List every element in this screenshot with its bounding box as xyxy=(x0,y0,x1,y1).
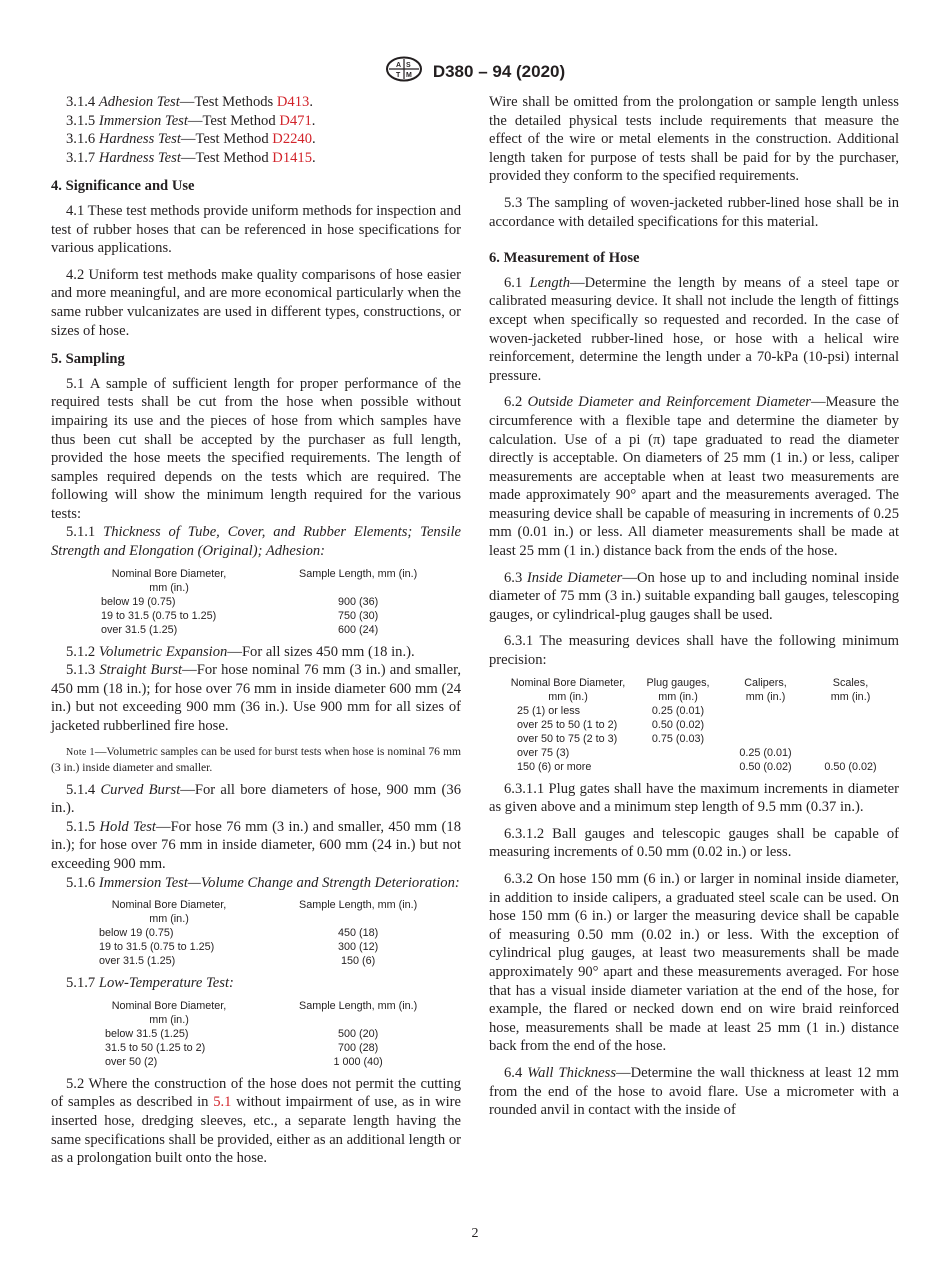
paragraph-6-4: 6.4 Wall Thickness—Determine the wall thickness at least 12 mm from the end of the hose to avoid flare. Use a micrometer with a rounded anvil in contact with the inside of xyxy=(489,1064,899,1119)
right-column xyxy=(489,93,899,1120)
precision-table xyxy=(503,676,893,774)
table-row: 150 (6) or more 0.50 (0.02) 0.50 (0.02) xyxy=(517,760,877,773)
paragraph-3-1-4: 3.1.4 Adhesion Test—Test Methods D413. xyxy=(66,94,313,110)
table-row: 19 to 31.5 (0.75 to 1.25) 300 (12) xyxy=(99,941,379,954)
paragraph-6-1: 6.1 Length—Determine the length by means of a steel tape or calibrated measuring device. It shall not include the length of fittings except when specifically so requested and recorded. In the case of woven-jacketed rubber-lined hose, or hose with a helical wire reinforcement, determine the length under a 70-kPa (10-psi) internal pressure. xyxy=(489,274,899,384)
table-row: 25 (1) or less 0.25 (0.01) xyxy=(517,704,705,717)
svg-text:M: M xyxy=(405,72,412,79)
paragraph-6-3-1-1: 6.3.1.1 Plug gates shall have the maximum increments in diameter as given above and a minimum step length of 9.5 mm (0.37 in.). xyxy=(489,780,899,816)
paragraph-5-1: 5.1 A sample of sufficient length for proper performance of the required tests shall be cut from the hose when possible without impairing its use and the pieces of hose from which samples have thus been cut shall be accepted by the purchaser as full length, provided the hose meets the specified requirements. The length of samples required depends on the tests which are required. The following will show the minimum length required for the various tests: xyxy=(51,375,461,522)
table-header: Nominal Bore Diameter, mm (in.) xyxy=(510,676,626,703)
table-row: below 19 (0.75) 900 (36) xyxy=(101,595,379,608)
paragraph-5-3: 5.3 The sampling of woven-jacketed rubber-lined hose shall be in accordance with detailed specifications for this material. xyxy=(489,194,899,230)
sample-length-table-1 xyxy=(89,567,417,637)
table-row: below 19 (0.75) 450 (18) xyxy=(99,927,379,940)
table-header: Calipers, mm (in.) xyxy=(744,676,787,703)
sample-length-table-3 xyxy=(89,999,417,1069)
sample-length-table-2 xyxy=(89,898,417,968)
note-1: Note 1—Volumetric samples can be used for burst tests when hose is nominal 76 mm (3 in.) inside diameter and smaller. xyxy=(51,744,461,774)
table-header: Plug gauges, mm (in.) xyxy=(646,676,710,703)
section-5-heading: 5. Sampling xyxy=(51,351,125,368)
paragraph-3-1-7: 3.1.7 Hardness Test—Test Method D1415. xyxy=(66,149,316,166)
paragraph-5-2-continued: Wire shall be omitted from the prolongation or sample length unless the detailed physical tests include requirements that measure the effect of the wire or metal elements in the construction. Additional length taken for purpose of tests shall be paid for by the purchaser, provided they conform to the specified requirements. xyxy=(489,94,899,185)
table-header: Scales, mm (in.) xyxy=(830,676,871,703)
paragraph-5-1-6: 5.1.6 Immersion Test—Volume Change and Strength Deterioration: xyxy=(66,874,460,891)
paragraph-5-1-4: 5.1.4 Curved Burst—For all bore diameters of hose, 900 mm (36 in.). xyxy=(51,781,461,817)
astm-logo-icon xyxy=(385,56,423,87)
paragraph-5-1-7: 5.1.7 Low-Temperature Test: xyxy=(66,975,234,992)
paragraph-5-1-2: 5.1.2 Volumetric Expansion—For all sizes 450 mm (18 in.). xyxy=(66,643,415,660)
table-header: Sample Length, mm (in.) xyxy=(299,999,418,1012)
ref-link-d2240[interactable]: D2240 xyxy=(272,131,313,148)
page-header xyxy=(0,56,950,87)
ref-link-d471[interactable]: D471 xyxy=(279,112,312,129)
table-header: Sample Length, mm (in.) xyxy=(299,567,418,580)
svg-text:S: S xyxy=(405,62,411,69)
table-row: over 50 to 75 (2 to 3) 0.75 (0.03) xyxy=(517,732,705,745)
paragraph-3-1-6: 3.1.6 Hardness Test—Test Method D2240. xyxy=(66,131,316,148)
section-4-heading: 4. Significance and Use xyxy=(51,178,195,195)
table-header: Nominal Bore Diameter, mm (in.) xyxy=(111,999,227,1026)
table-row: over 31.5 (1.25) 600 (24) xyxy=(101,623,379,636)
paragraph-4-1: 4.1 These test methods provide uniform methods for inspection and test of rubber hoses that can be referenced in hose specifications for various applications. xyxy=(51,202,461,257)
table-row: 19 to 31.5 (0.75 to 1.25) 750 (30) xyxy=(101,609,379,622)
table-row: over 31.5 (1.25) 150 (6) xyxy=(99,955,376,968)
table-row: below 31.5 (1.25) 500 (20) xyxy=(105,1027,379,1040)
ref-link-d413[interactable]: D413 xyxy=(276,94,310,110)
table-row: 31.5 to 50 (1.25 to 2) 700 (28) xyxy=(105,1041,379,1054)
paragraph-5-1-5: 5.1.5 Hold Test—For hose 76 mm (3 in.) and smaller, 450 mm (18 in.); for hose over 76 mm in inside diameter, 600 mm (24 in.) but not exceeding 900 mm. xyxy=(51,818,461,872)
table-header: Nominal Bore Diameter, mm (in.) xyxy=(111,567,227,594)
page-number: 2 xyxy=(471,1226,479,1241)
paragraph-6-3-2: 6.3.2 On hose 150 mm (6 in.) or larger in nominal inside diameter, in addition to inside calipers, a graduated steel scale can be used. On hose 150 mm (6 in.) or larger the measuring device shall be capable of measuring 0.50 mm (0.02 in.) or less. With the exception of cylindrical plug gauges, at least two measurements shall be made approximately 90° apart and these measurements averaged. For hose that has a visual inside diameter variation at the end of the hose, for example, the flared or necked down end on wire braid reinforced hose, measurements shall be made at least 25 mm (1 in.) distance back from the end of the hose. xyxy=(489,871,899,1055)
svg-text:A: A xyxy=(395,62,401,69)
paragraph-6-3: 6.3 Inside Diameter—On hose up to and including nominal inside diameter of 75 mm (3 in.) suitable expanding ball gauges, telescoping gauges, or cylindrical-plug gauges shall be used. xyxy=(489,569,899,623)
paragraph-6-3-1: 6.3.1 The measuring devices shall have the following minimum precision: xyxy=(489,633,899,669)
left-column xyxy=(51,93,461,1168)
svg-text:T: T xyxy=(395,72,401,79)
paragraph-5-1-1: 5.1.1 Thickness of Tube, Cover, and Rubber Elements; Tensile Strength and Elongation (Original); Adhesion: xyxy=(51,524,461,560)
table-row: over 25 to 50 (1 to 2) 0.50 (0.02) xyxy=(517,718,705,731)
table-header: Sample Length, mm (in.) xyxy=(299,899,418,912)
paragraph-5-1-3: 5.1.3 Straight Burst—For hose nominal 76 mm (3 in.) and smaller, 450 mm (18 in.); for hose over 76 mm in inside diameter 600 mm (24 in.) but not exceeding 900 mm (36 in.). Use 900 mm for all sizes of jacketed rubberlined fire hose. xyxy=(51,662,461,735)
paragraph-4-2: 4.2 Uniform test methods make quality comparisons of hose easier and more meaningful, and are more economical particularly when the same rubber vulcanizates are used in different types, constructions, or sizes of hose. xyxy=(51,266,461,339)
table-header: Nominal Bore Diameter, mm (in.) xyxy=(111,899,227,926)
paragraph-6-2: 6.2 Outside Diameter and Reinforcement Diameter—Measure the circumference with a flexible tape and determine the diameter by calculation. Use of a pi (π) tape graduated to read the diameter directly is acceptable. On diameters of 25 mm (1 in.) or less, caliper measurements are acceptable when at least two measurements are made approximately 90° apart and the measurements averaged. The measuring device shall be capable of measuring in increments of 0.25 mm (0.01 in.) or less. All diameter measurements shall be made at least 25 mm (1 in.) distance back from the ends of the hose. xyxy=(489,394,899,560)
table-row: over 50 (2) 1 000 (40) xyxy=(105,1055,383,1068)
paragraph-3-1-5: 3.1.5 Immersion Test—Test Method D471. xyxy=(66,112,316,129)
section-6-heading: 6. Measurement of Hose xyxy=(489,250,640,267)
ref-link-d1415[interactable]: D1415 xyxy=(272,149,313,166)
ref-link-5-1[interactable]: 5.1 xyxy=(213,1094,232,1111)
paragraph-6-3-1-2: 6.3.1.2 Ball gauges and telescopic gauges shall be capable of measuring increments of 0.50 mm (0.02 in.) or less. xyxy=(489,825,899,861)
document-designation: D380 – 94 (2020) xyxy=(432,61,566,81)
table-row: over 75 (3) 0.25 (0.01) xyxy=(517,746,792,759)
paragraph-5-2: 5.2 Where the construction of the hose does not permit the cutting of samples as described in 5.1 without impairment of use, as in wire inserted hose, dredging sleeves, etc., a separate length having the same specifications shall be provided, either as an additional length or as a prolongation built onto the hose. xyxy=(51,1075,462,1167)
